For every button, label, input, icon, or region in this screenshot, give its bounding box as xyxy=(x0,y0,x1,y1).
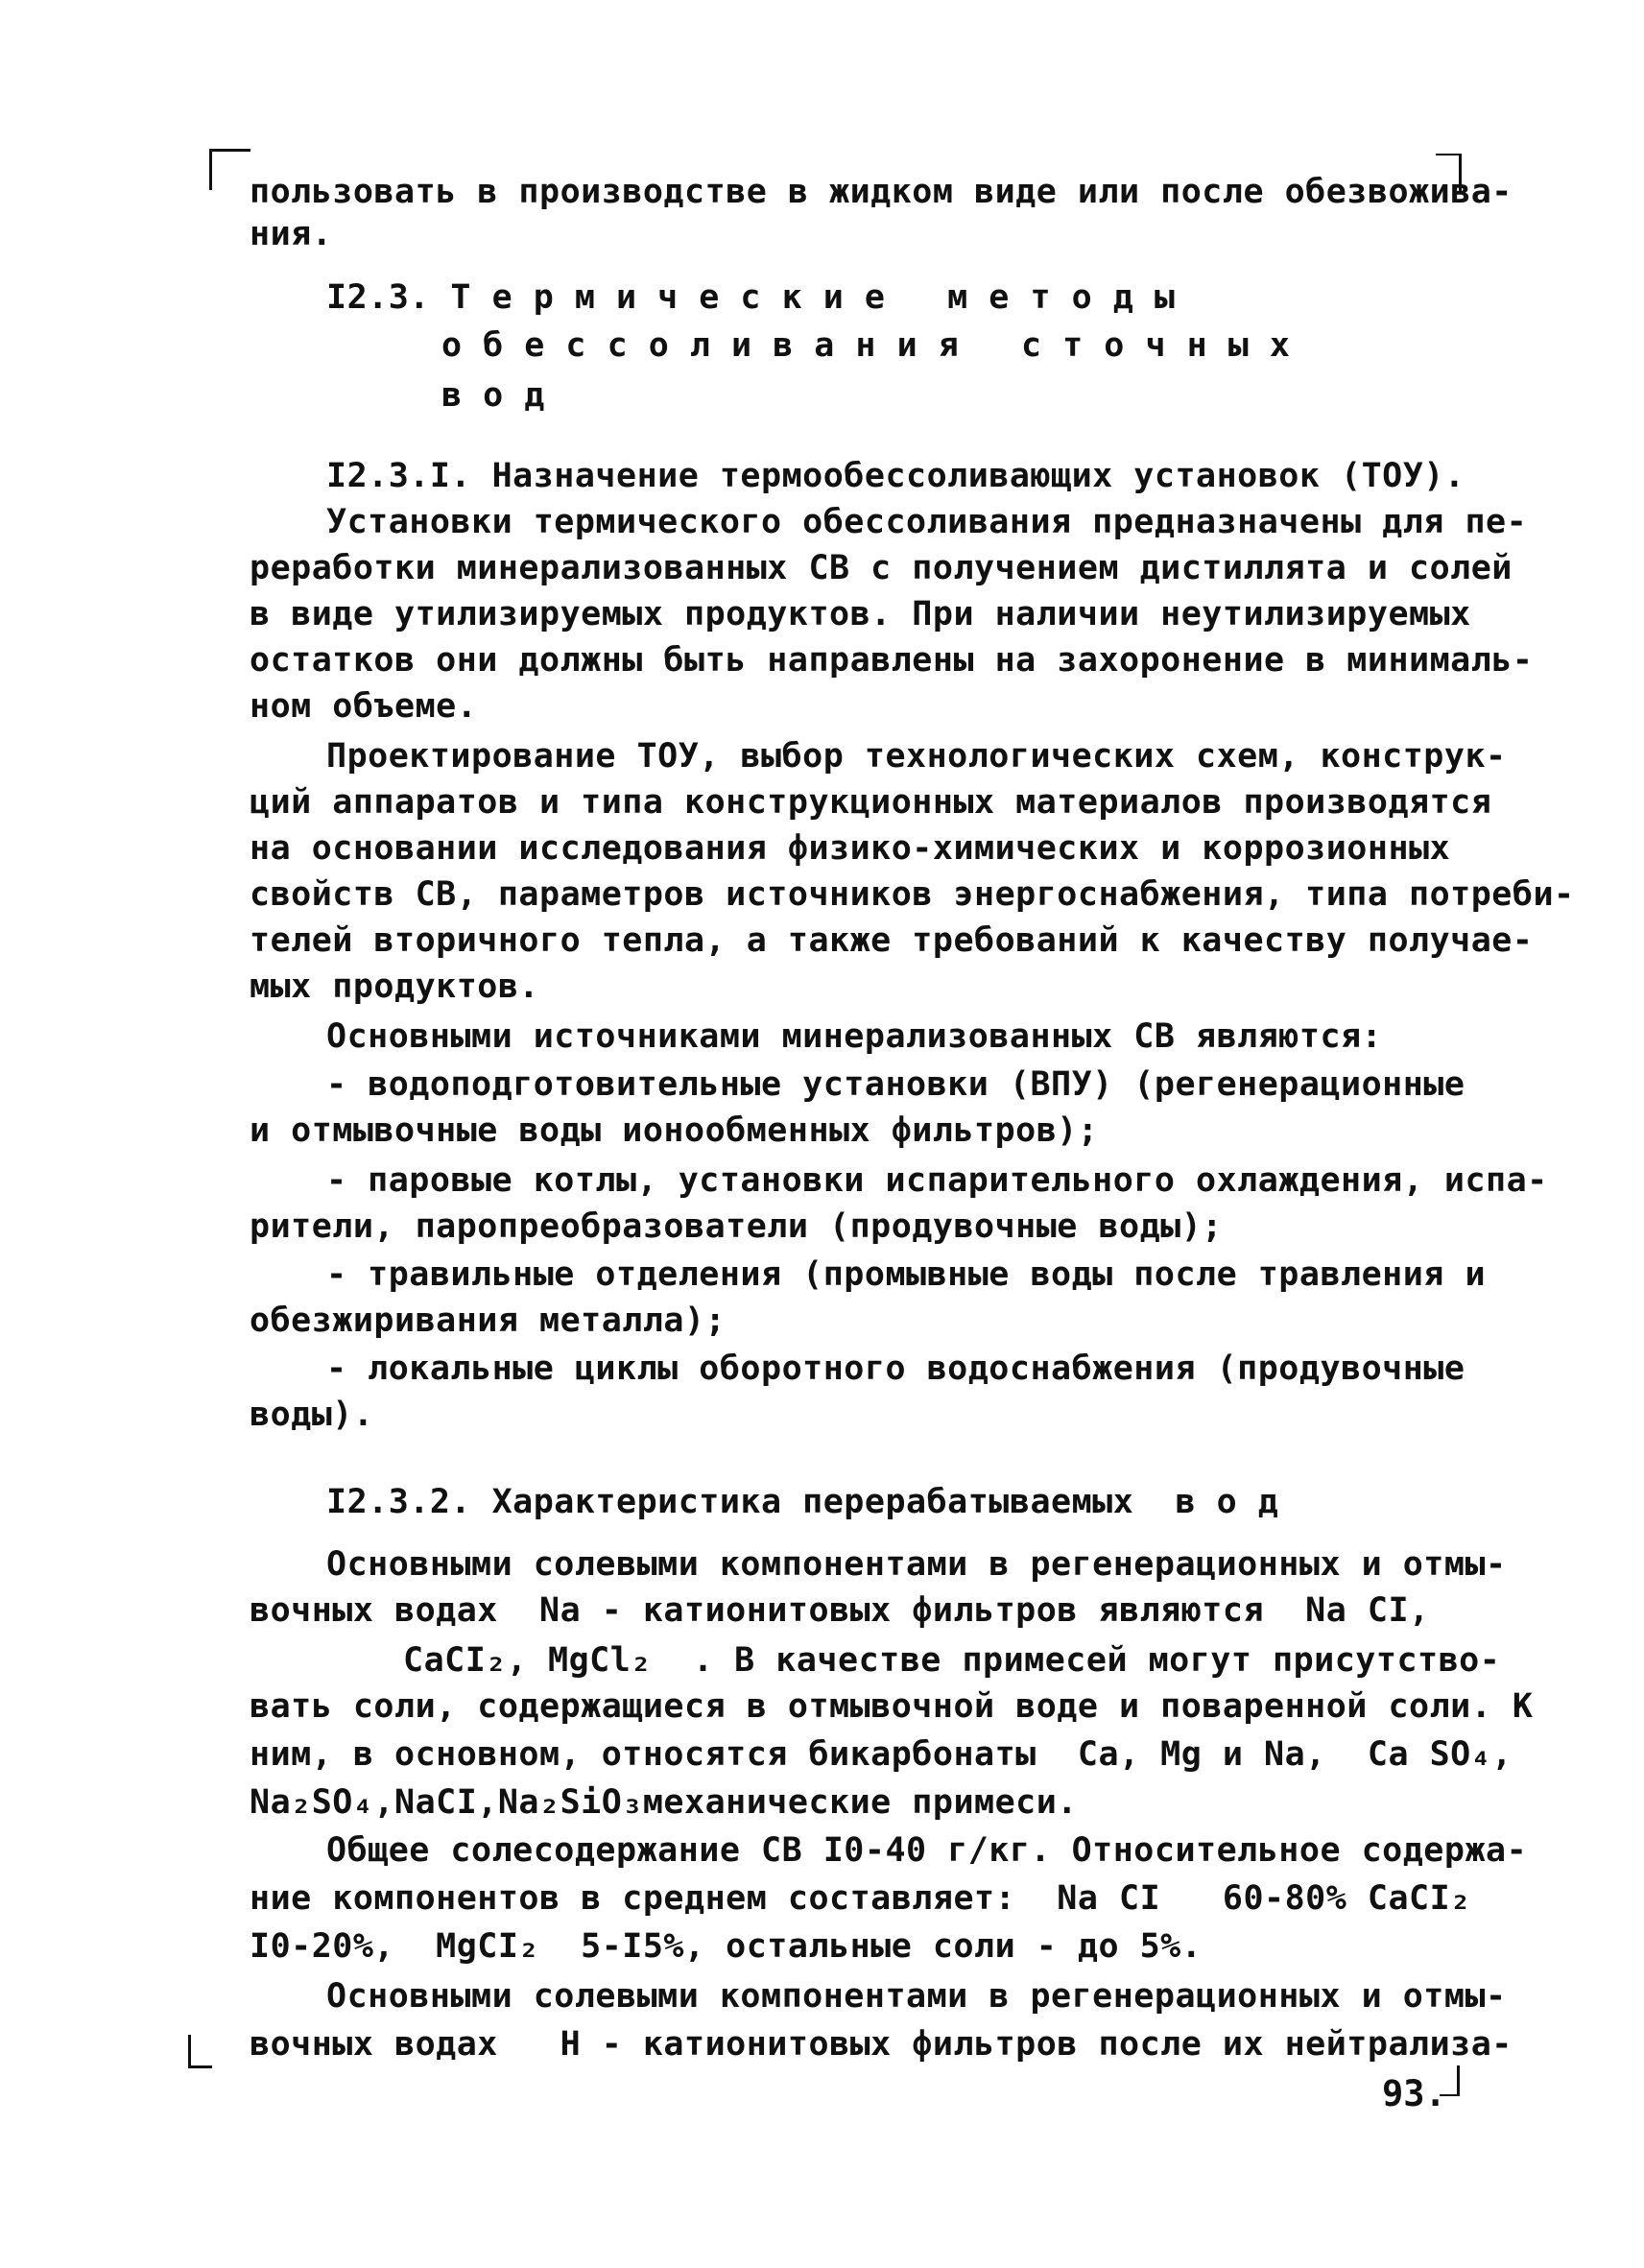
text-line: на основании исследования физико-химических и коррозионных xyxy=(250,829,1451,868)
text-line: в виде утилизируемых продуктов. При наличии неутилизируемых xyxy=(250,595,1471,633)
text-line: телей вторичного тепла, а также требований к качеству получае- xyxy=(250,921,1534,960)
page-number: 93. xyxy=(1382,2073,1446,2114)
text-line: вочных водах H - катионитовых фильтров после их нейтрализа- xyxy=(250,2025,1513,2064)
corner-mark-bottom-left xyxy=(188,2035,212,2068)
text-line: Основными солевыми компонентами в регенерационных и отмы- xyxy=(326,1545,1507,1584)
text-line: Общее солесодержание СВ I0-40 г/кг. Относительное содержа- xyxy=(326,1831,1528,1870)
text-line: вать соли, содержащиеся в отмывочной воде и поваренной соли. К xyxy=(250,1687,1534,1726)
text-line: вочных водах Na - катионитовых фильтров являются Na CI, xyxy=(250,1591,1430,1630)
section-heading: в о д xyxy=(441,376,545,415)
text-line: ном объеме. xyxy=(250,687,478,726)
text-line: пользовать в производстве в жидком виде или после обезвожива- xyxy=(250,173,1513,211)
list-item: - паровые котлы, установки испарительного охлаждения, испа- xyxy=(326,1161,1548,1200)
text-line: мых продуктов. xyxy=(250,967,540,1006)
list-item: - водоподготовительные установки (ВПУ) (регенерационные xyxy=(326,1065,1465,1104)
text-line: остатков они должны быть направлены на захоронение в минималь- xyxy=(250,641,1534,680)
text-line: воды). xyxy=(250,1396,374,1434)
text-line: рители, паропреобразователи (продувочные воды); xyxy=(250,1207,1223,1246)
text-line: ние компонентов в среднем составляет: Na CI 60-80% CaCI₂ xyxy=(250,1879,1471,1918)
text-line: ния. xyxy=(250,215,333,253)
subsection-heading: I2.3.I. Назначение термообессоливающих установок (ТОУ). xyxy=(326,457,1465,495)
subsection-heading: I2.3.2. Характеристика перерабатываемых в о д xyxy=(326,1483,1279,1521)
text-line: ним, в основном, относятся бикарбонаты Ca, Mg и Na, Ca SO₄, xyxy=(250,1735,1513,1774)
list-item: - травильные отделения (промывные воды после травления и xyxy=(326,1255,1487,1294)
text-line: свойств СВ, параметров источников энергоснабжения, типа потреби- xyxy=(250,875,1575,914)
text-line: реработки минерализованных СВ с получением дистиллята и солей xyxy=(250,549,1513,587)
text-line: I0-20%, MgCI₂ 5-I5%, остальные соли - до 5%. xyxy=(250,1927,1203,1966)
text-line: Основными солевыми компонентами в регенерационных и отмы- xyxy=(326,1977,1507,2016)
text-line: Установки термического обессоливания предназначены для пе- xyxy=(326,503,1528,541)
corner-mark-top-left xyxy=(209,149,250,190)
text-line: CaCI₂, MgCl₂ . В качестве примесей могут присутство- xyxy=(403,1641,1501,1680)
list-item: - локальные циклы оборотного водоснабжения (продувочные xyxy=(326,1349,1465,1388)
text-line: и отмывочные воды ионообменных фильтров); xyxy=(250,1111,1099,1150)
text-line: Na₂SO₄,NaCI,Na₂SiO₃механические примеси. xyxy=(250,1783,1078,1822)
text-line: Проектирование ТОУ, выбор технологических схем, конструк- xyxy=(326,737,1507,776)
text-line: Основными источниками минерализованных СВ являются: xyxy=(326,1017,1383,1056)
section-heading: о б е с с о л и в а н и я с т о ч н ы х xyxy=(441,326,1291,365)
text-line: обезжиривания металла); xyxy=(250,1301,727,1340)
text-line: ций аппаратов и типа конструкционных материалов производятся xyxy=(250,783,1492,822)
section-heading: I2.3. Т е р м и ч е с к и е м е т о д ы xyxy=(326,278,1176,317)
